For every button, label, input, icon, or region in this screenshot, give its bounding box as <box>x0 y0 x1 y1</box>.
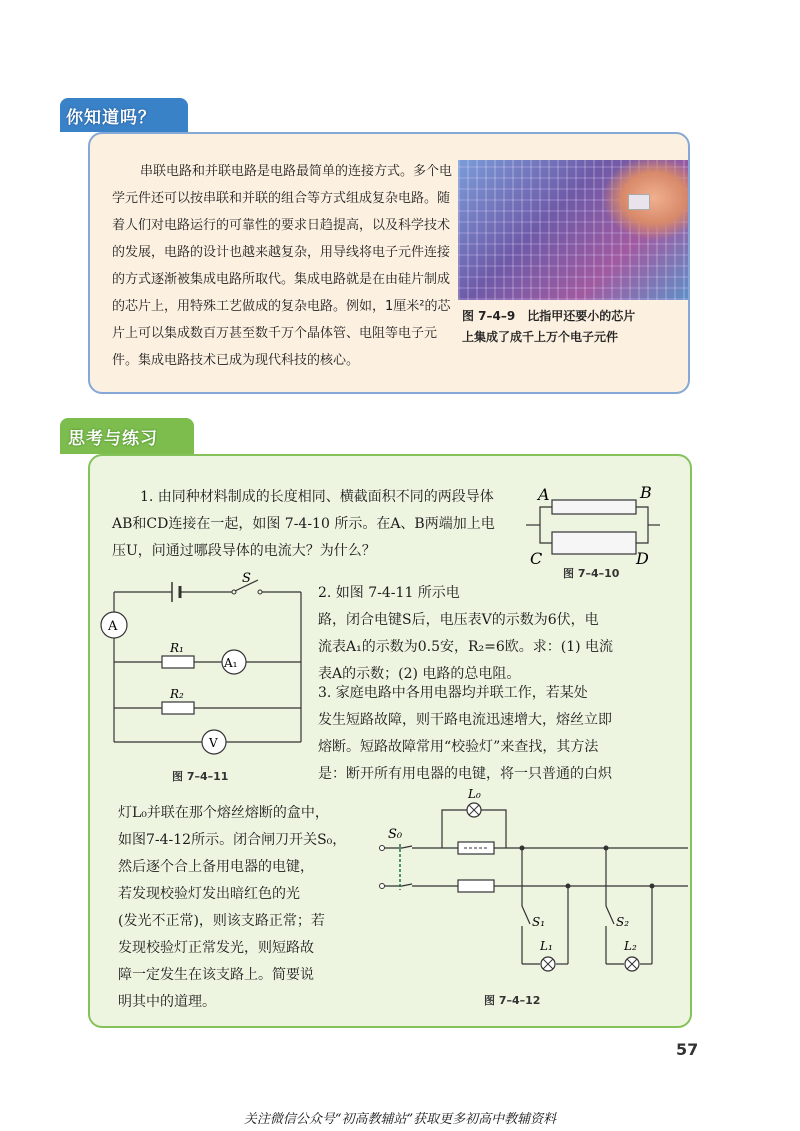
svg-text:A: A <box>108 619 118 634</box>
did-you-know-text: 串联电路和并联电路是电路最简单的连接方式。多个电学元件还可以按串联和并联的组合等方式组成复杂电路。随着人们对电路运行的可靠性的要求日趋提高，以及科学技术的发展，电路的设计也越来越复杂，用导线将电子元件连接的方式逐渐被集成电路所取代。集成电路就是在由硅片制成的芯片上，用特殊工艺做成的复杂电路。例如，1厘米²的芯片上可以集成数百万甚至数千万个晶体管、电阻等电子元件。集成电路技术已成为现代科技的核心。 <box>112 164 453 368</box>
svg-text:R₂: R₂ <box>170 687 184 701</box>
svg-text:L₂: L₂ <box>624 939 637 953</box>
svg-text:V: V <box>209 736 218 750</box>
figure-7-4-12-caption: 图 7–4–12 <box>484 994 541 1007</box>
label-c: C <box>530 549 543 568</box>
conductor-cd <box>552 532 636 554</box>
figure-7-4-9-caption: 图 7–4–9 比指甲还要小的芯片 上集成了成千上万个电子元件 <box>462 309 636 344</box>
svg-text:A₁: A₁ <box>224 656 238 670</box>
svg-text:S: S <box>242 571 251 586</box>
question-3-continued: 灯L₀并联在那个熔丝熔断的盒中， 如图7-4-12所示。闭合闸刀开关S₀， 然后逐个合上备用电器的电键， 若发现校验灯发出暗红色的光 (发光不正常)，则该支路正常；若 发现校验灯正常发光，则短路故 障一定发生在该支路上。简要说 明其中的道理。 <box>118 805 347 1010</box>
think-practice-title: 思考与练习 <box>68 429 158 449</box>
label-a: A <box>538 485 550 504</box>
page-number: 57 <box>676 1040 699 1059</box>
svg-text:S₁: S₁ <box>532 915 546 929</box>
fuse-box <box>458 880 494 892</box>
svg-text:L₀: L₀ <box>468 788 481 801</box>
question-1: 1. 由同种材料制成的长度相同、横截面积不同的两段导体AB和CD连接在一起，如图 7-4-10 所示。在A、B两端加上电压U，问通过哪段导体的电流大？为什么？ <box>112 489 495 559</box>
svg-text:S₀: S₀ <box>388 827 403 842</box>
switch-s1 <box>522 906 530 924</box>
label-d: D <box>636 549 649 568</box>
svg-text:R₁: R₁ <box>170 641 184 655</box>
did-you-know-title: 你知道吗？ <box>66 108 156 128</box>
figure-7-4-11 <box>96 570 311 760</box>
conductor-ab <box>552 500 636 514</box>
svg-text:S₂: S₂ <box>616 915 630 929</box>
figure-7-4-12 <box>372 788 688 988</box>
question-2: 2. 如图 7-4-11 所示电 路，闭合电键S后，电压表V的示数为6伏，电 流表A₁的示数为0.5安，R₂=6欧。求：(1) 电流 表A的示数；(2) 电路的总电阻。 <box>318 585 614 682</box>
figure-7-4-10-caption: 图 7–4–10 <box>563 567 620 580</box>
label-b: B <box>640 483 652 502</box>
switch-s2 <box>606 906 614 924</box>
svg-text:L₁: L₁ <box>540 939 553 953</box>
figure-7-4-11-caption: 图 7–4–11 <box>172 770 229 783</box>
question-3: 3. 家庭电路中各用电器均并联工作，若某处 发生短路故障，则干路电流迅速增大，熔丝立即 熔断。短路故障常用“校验灯”来查找，其方法 是：断开所有用电器的电键，将一只普通的白炽 <box>318 685 612 782</box>
chip-photo <box>458 160 688 300</box>
chip-on-fingertip <box>628 194 650 210</box>
resistor-r2 <box>162 702 194 714</box>
resistor-r1 <box>162 656 194 668</box>
footer-note: 关注微信公众号“初高教辅站”获取更多初高中教辅资料 <box>243 1112 557 1127</box>
